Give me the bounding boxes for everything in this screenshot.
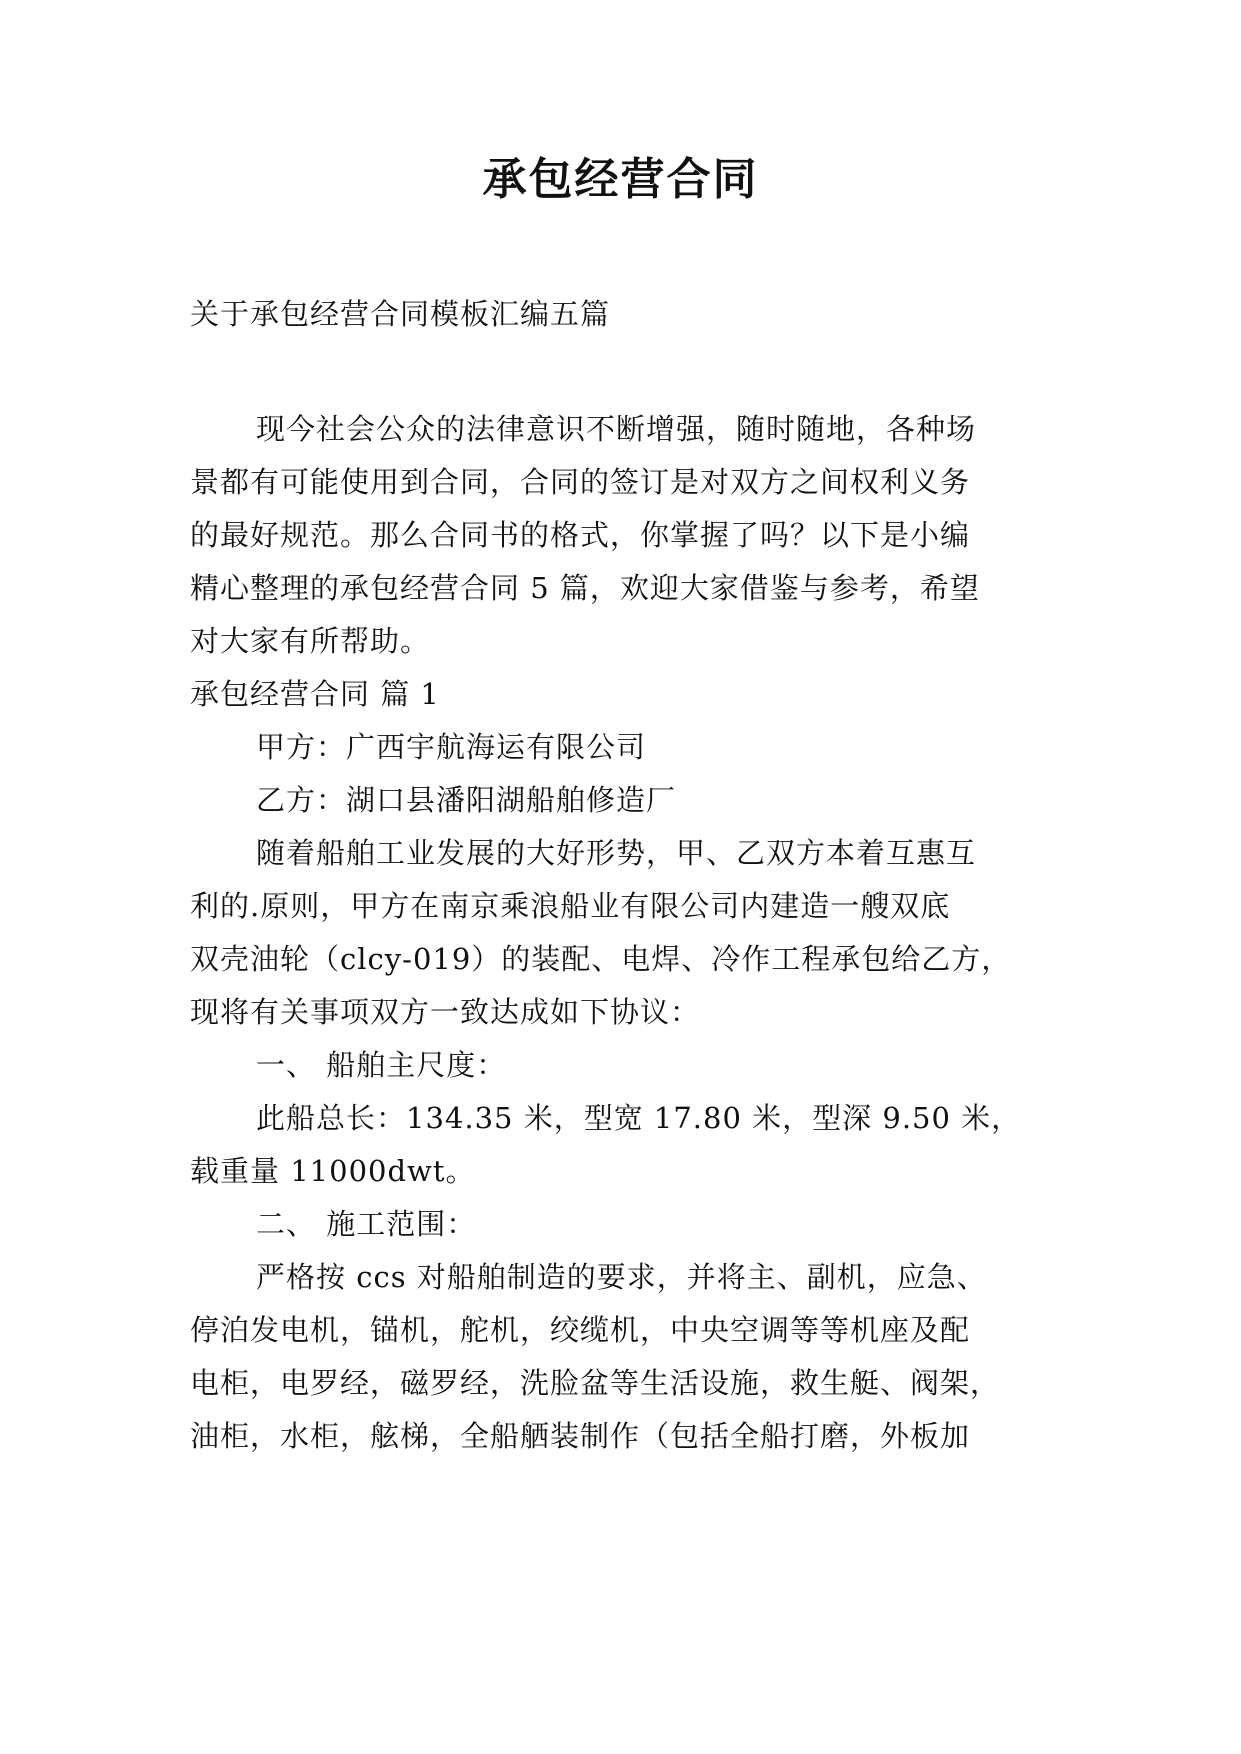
clause-line: 此船总长：134.35 米，型宽 17.80 米，型深 9.50 米， [256, 1101, 1022, 1135]
clause-line: 载重量 11000dwt。 [190, 1154, 476, 1188]
clause-1-heading: 一、 船舶主尺度： [256, 1048, 507, 1082]
document-title: 承包经营合同 [482, 154, 759, 205]
intro-line: 现今社会公众的法律意识不断增强，随时随地，各种场 [256, 412, 977, 446]
intro-paragraph [190, 403, 1070, 668]
party-b: 乙方：湖口县潘阳湖船舶修造厂 [256, 783, 677, 817]
paragraph-1 [190, 827, 1070, 1039]
intro-line: 精心整理的承包经营合同 5 篇，欢迎大家借鉴与参考，希望 [190, 571, 980, 605]
section-heading: 承包经营合同 篇 1 [190, 677, 440, 711]
clause-line: 油柜，水柜，舷梯，全船舾装制作（包括全船打磨，外板加 [190, 1419, 971, 1453]
document-subtitle: 关于承包经营合同模板汇编五篇 [190, 297, 611, 331]
paragraph-line: 利的.原则，甲方在南京乘浪船业有限公司内建造一艘双底 [190, 889, 951, 923]
paragraph-line: 现将有关事项双方一致达成如下协议： [190, 995, 701, 1029]
clause-line: 停泊发电机，锚机，舵机，绞缆机，中央空调等等机座及配 [190, 1313, 971, 1347]
document-body [190, 288, 1070, 1463]
intro-line: 对大家有所帮助。 [190, 624, 431, 658]
paragraph-line: 随着船舶工业发展的大好形势，甲、乙双方本着互惠互 [256, 836, 977, 870]
clause-2-body [190, 1251, 1070, 1463]
paragraph-line: 双壳油轮（clcy-019）的装配、电焊、冷作工程承包给乙方， [190, 942, 1012, 976]
party-a: 甲方：广西宇航海运有限公司 [256, 730, 647, 764]
intro-line: 景都有可能使用到合同，合同的签订是对双方之间权利义务 [190, 465, 971, 499]
clause-1-body [190, 1092, 1070, 1198]
clause-line: 严格按 ccs 对船舶制造的要求，并将主、副机，应急、 [256, 1260, 987, 1294]
clause-2-heading: 二、 施工范围： [256, 1207, 477, 1241]
clause-line: 电柜，电罗经，磁罗经，洗脸盆等生活设施，救生艇、阀架， [190, 1366, 1001, 1400]
intro-line: 的最好规范。那么合同书的格式，你掌握了吗？以下是小编 [190, 518, 971, 552]
